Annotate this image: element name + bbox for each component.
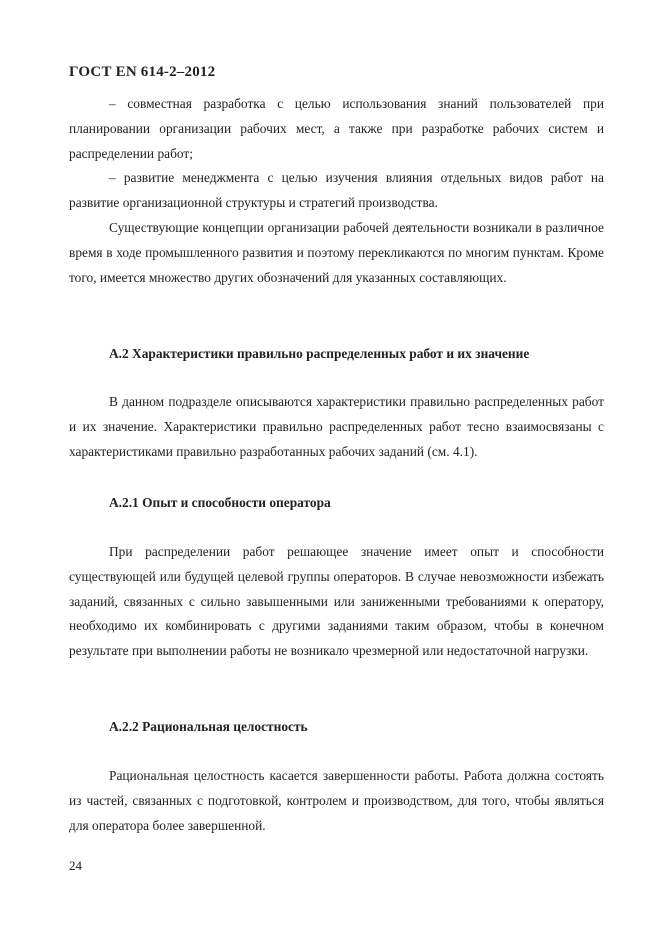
section-heading-a2-2: А.2.2 Рациональная целостность bbox=[109, 719, 308, 734]
paragraph-a2-1-body: При распределении работ решающее значение имеет опыт и способности существующей или будущей целевой группы операторов. В случае невозможности избежать заданий, связанных с сильно завышенными или заниженными требованиями к оператору, необходимо их комбинировать с другими заданиями таким образом, чтобы в конечном результате при выполнении работы не возникало чрезмерной или недостаточной нагрузки. bbox=[69, 544, 604, 659]
section-heading-a2: А.2 Характеристики правильно распределенных работ и их значение bbox=[109, 346, 530, 361]
document-header: ГОСТ EN 614-2–2012 bbox=[69, 64, 216, 80]
paragraph-existing-concepts: Существующие концепции организации рабочей деятельности возникали в различное время в ходе промышленного развития и поэтому перекликаются по многим пунктам. Кроме того, имеется множество других обозначений для указанных составляющих. bbox=[69, 220, 604, 285]
page-number: 24 bbox=[69, 858, 82, 873]
paragraph-management-development: – развитие менеджмента с целью изучения влияния отдельных видов работ на развитие организационной структуры и стратегий производства. bbox=[69, 170, 604, 210]
paragraph-a2-description: В данном подразделе описываются характеристики правильно распределенных работ и их значение. Характеристики правильно распределенных работ тесно взаимосвязаны с характеристиками правильно разработанных рабочих заданий (см. 4.1). bbox=[69, 394, 604, 459]
paragraph-a2-2-body: Рациональная целостность касается завершенности работы. Работа должна состоять из частей, связанных с подготовкой, контролем и производством, для того, чтобы являться для оператора более завершенной. bbox=[69, 768, 604, 833]
paragraph-joint-development: – совместная разработка с целью использования знаний пользователей при планировании организации рабочих мест, а также при разработке рабочих систем и распределении работ; bbox=[69, 96, 604, 161]
section-heading-a2-1: А.2.1 Опыт и способности оператора bbox=[109, 495, 331, 510]
